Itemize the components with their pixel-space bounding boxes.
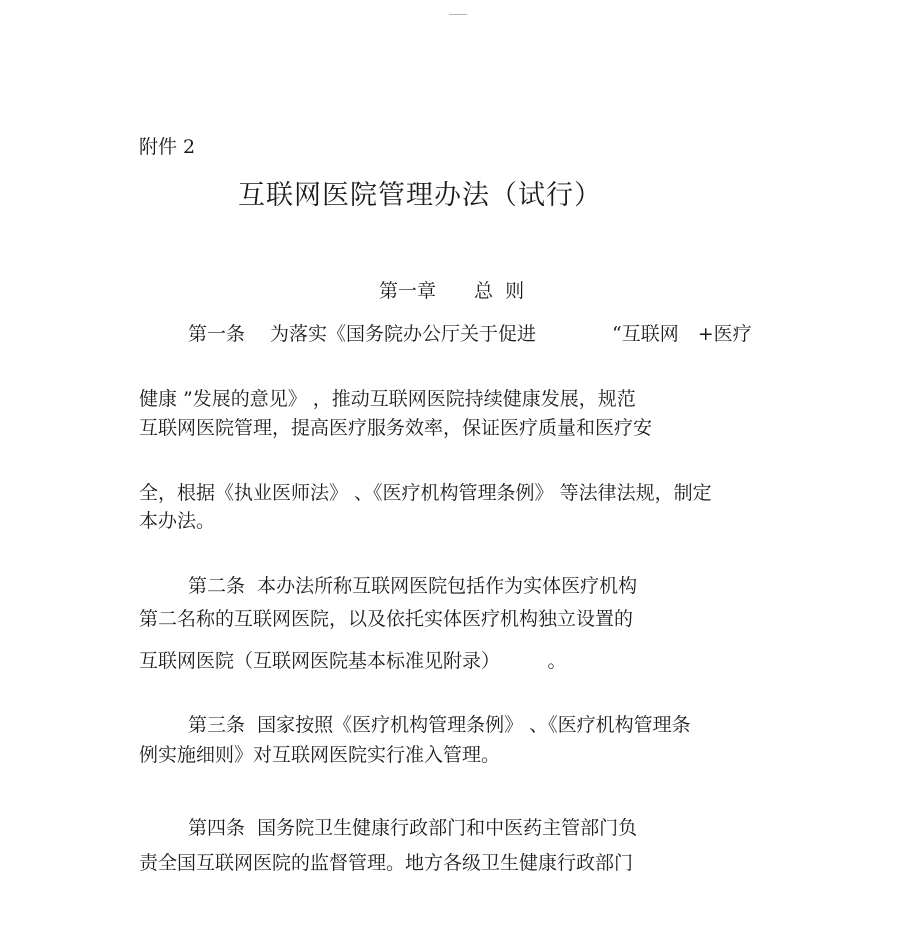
article-1-line-1: 第一条 为落实《国务院办公厅关于促进 “互联网 +医疗 bbox=[188, 323, 752, 345]
article-3-line-1: 第三条 国家按照《医疗机构管理条例》 、《医疗机构管理条 bbox=[188, 714, 691, 736]
article-4-line-2: 责全国互联网医院的监督管理。地方各级卫生健康行政部门 bbox=[139, 852, 634, 874]
document-title: 互联网医院管理办法（试行） bbox=[238, 180, 602, 211]
article-1-line-2: 健康 ”发展的意见》 ，推动互联网医院持续健康发展，规范 bbox=[139, 388, 636, 410]
article-4-line-1: 第四条 国务院卫生健康行政部门和中医药主管部门负 bbox=[188, 817, 638, 839]
article-2-line-3: 互联网医院（互联网医院基本标准见附录） 。 bbox=[139, 650, 567, 672]
attachment-label: 附件 2 bbox=[139, 136, 196, 158]
article-1-line-5: 本办法。 bbox=[139, 510, 216, 532]
article-1-line-3: 互联网医院管理，提高医疗服务效率，保证医疗质量和医疗安 bbox=[139, 417, 653, 439]
article-2-line-1: 第二条 本办法所称互联网医院包括作为实体医疗机构 bbox=[188, 575, 638, 597]
article-1-line-4: 全，根据《执业医师法》 、《医疗机构管理条例》 等法律法规，制定 bbox=[139, 482, 712, 504]
article-2-line-2: 第二名称的互联网医院，以及依托实体医疗机构独立设置的 bbox=[139, 608, 634, 630]
article-3-line-2: 例实施细则》对互联网医院实行准入管理。 bbox=[139, 744, 501, 766]
header-mark: ______ bbox=[449, 8, 467, 15]
chapter-heading: 第一章 总 则 bbox=[379, 280, 525, 302]
